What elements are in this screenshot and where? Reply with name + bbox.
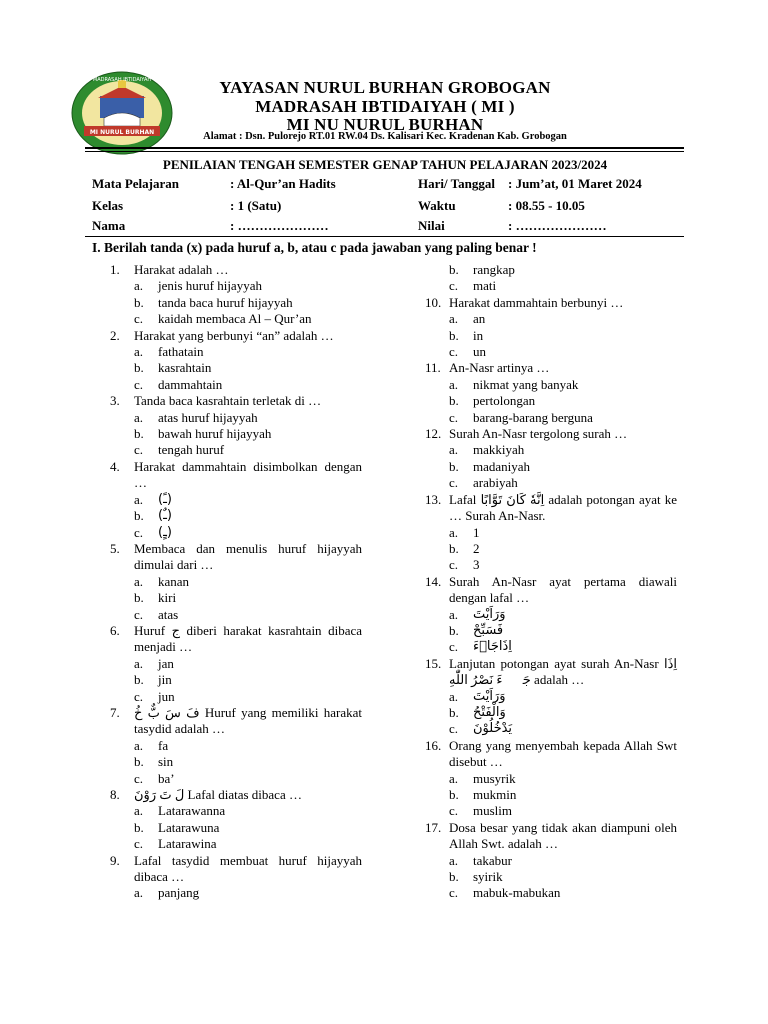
option-text: sin bbox=[158, 754, 174, 770]
question-text: Membaca dan menulis huruf hijayyah dimulai dari … bbox=[134, 540, 362, 573]
question-number: 2. bbox=[110, 327, 120, 343]
answer-option bbox=[425, 787, 677, 803]
option-text: Latarawuna bbox=[158, 819, 220, 835]
answer-option bbox=[110, 377, 362, 393]
answer-option bbox=[425, 328, 677, 344]
class-value: : 1 (Satu) bbox=[230, 198, 282, 213]
question-number: 10. bbox=[425, 294, 442, 310]
option-letter: a. bbox=[134, 409, 144, 425]
answer-option bbox=[110, 820, 362, 836]
instruction: I. Berilah tanda (x) pada huruf a, b, atau c pada jawaban yang paling benar ! bbox=[92, 240, 537, 255]
question-item bbox=[110, 393, 362, 409]
question-number: 5. bbox=[110, 540, 120, 556]
answer-option bbox=[110, 525, 362, 541]
option-letter: c. bbox=[134, 836, 144, 852]
question-number: 11. bbox=[425, 360, 441, 376]
answer-option bbox=[425, 557, 677, 573]
option-letter: b. bbox=[134, 754, 144, 770]
option-letter: c. bbox=[134, 524, 144, 540]
option-text: mati bbox=[473, 278, 497, 294]
answer-option bbox=[110, 508, 362, 524]
time-label: Waktu bbox=[418, 198, 456, 213]
answer-option bbox=[425, 377, 677, 393]
question-number: 12. bbox=[425, 426, 442, 442]
answer-option bbox=[425, 623, 677, 639]
option-letter: b. bbox=[134, 672, 144, 688]
answer-option bbox=[110, 442, 362, 458]
question-text: Orang yang menyembah kepada Allah Swt disebut … bbox=[449, 737, 677, 770]
option-text: mabuk-mabukan bbox=[473, 885, 561, 901]
question-number: 16. bbox=[425, 737, 442, 753]
question-item bbox=[425, 656, 677, 689]
option-text: (ـٌ) bbox=[158, 508, 172, 524]
question-item bbox=[425, 574, 677, 607]
question-number: 6. bbox=[110, 622, 120, 638]
option-text: فَسَبِّحْ bbox=[473, 622, 504, 638]
answer-option bbox=[425, 869, 677, 885]
answer-option bbox=[110, 754, 362, 770]
question-item bbox=[110, 853, 362, 886]
option-letter: a. bbox=[134, 344, 144, 360]
answer-option bbox=[425, 885, 677, 901]
option-letter: a. bbox=[449, 606, 459, 622]
option-letter: a. bbox=[134, 803, 144, 819]
questions-right-column bbox=[425, 262, 677, 902]
option-text: atas bbox=[158, 606, 179, 622]
header-school-name: MI NU NURUL BURHAN bbox=[286, 115, 484, 134]
option-text: an bbox=[473, 311, 486, 327]
logo-band-text: MI NURUL BURHAN bbox=[89, 129, 155, 136]
question-text: Harakat dammahtain disimbolkan dengan … bbox=[134, 458, 362, 491]
option-text: tanda baca huruf hijayyah bbox=[158, 294, 293, 310]
option-letter: a. bbox=[449, 376, 459, 392]
answer-option bbox=[110, 836, 362, 852]
option-letter: c. bbox=[449, 344, 459, 360]
option-text: musyrik bbox=[473, 770, 516, 786]
question-item bbox=[110, 262, 362, 278]
option-letter: c. bbox=[449, 475, 459, 491]
option-text: arabiyah bbox=[473, 475, 518, 491]
option-letter: c. bbox=[134, 311, 144, 327]
option-letter: c. bbox=[449, 803, 459, 819]
answer-option bbox=[425, 639, 677, 655]
option-letter: b. bbox=[449, 622, 459, 638]
time-value: : 08.55 - 10.05 bbox=[508, 198, 585, 213]
option-letter: a. bbox=[134, 885, 144, 901]
answer-option bbox=[425, 278, 677, 294]
answer-option bbox=[425, 459, 677, 475]
option-text: 3 bbox=[473, 557, 480, 573]
question-number: 4. bbox=[110, 458, 120, 474]
answer-option bbox=[110, 607, 362, 623]
option-text: Latarawina bbox=[158, 836, 217, 852]
option-letter: b. bbox=[134, 819, 144, 835]
option-text: وَرَاَيْتَ bbox=[473, 688, 506, 704]
answer-option bbox=[425, 311, 677, 327]
option-text: in bbox=[473, 327, 484, 343]
answer-option bbox=[110, 803, 362, 819]
question-text: Huruf ج diberi harakat kasrahtain dibaca menjadi … bbox=[134, 622, 363, 655]
question-item bbox=[425, 426, 677, 442]
answer-option bbox=[110, 885, 362, 901]
option-text: atas huruf hijayyah bbox=[158, 409, 258, 425]
option-letter: b. bbox=[449, 787, 459, 802]
question-item bbox=[110, 541, 362, 574]
question-text: فَ سَ بٌّ خُ Huruf yang memiliki harakat tasydid adalah … bbox=[134, 704, 362, 737]
question-text: Harakat adalah … bbox=[134, 262, 229, 277]
option-text: fathatain bbox=[158, 344, 204, 360]
option-letter: a. bbox=[449, 688, 459, 704]
option-letter: c. bbox=[134, 376, 144, 392]
option-letter: c. bbox=[449, 639, 459, 655]
name-value: : ………………… bbox=[230, 218, 329, 233]
option-letter: c. bbox=[449, 278, 459, 294]
option-letter: a. bbox=[134, 573, 144, 589]
option-text: وَرَاَيْتَ bbox=[473, 606, 506, 622]
option-text: (ـٍ) bbox=[158, 524, 172, 540]
header-foundation: YAYASAN NURUL BURHAN GROBOGAN bbox=[219, 78, 551, 97]
option-letter: a. bbox=[449, 311, 459, 327]
option-text: nikmat yang banyak bbox=[473, 376, 579, 392]
answer-option bbox=[425, 475, 677, 491]
option-text: panjang bbox=[158, 885, 200, 901]
option-text: kaidah membaca Al – Qur’an bbox=[158, 311, 312, 327]
day-date-value: : Jum’at, 01 Maret 2024 bbox=[508, 176, 642, 191]
answer-option bbox=[110, 311, 362, 327]
answer-option bbox=[425, 541, 677, 557]
option-letter: b. bbox=[134, 590, 144, 606]
option-text: 2 bbox=[473, 540, 480, 556]
option-letter: b. bbox=[449, 869, 459, 885]
answer-option bbox=[110, 656, 362, 672]
question-text: Lafal اِنَّهٗ كَانَ تَوَّابًا adalah potongan ayat ke … Surah An-Nasr. bbox=[449, 491, 678, 524]
option-letter: c. bbox=[449, 409, 459, 425]
option-letter: a. bbox=[449, 442, 459, 458]
question-item bbox=[110, 623, 362, 656]
option-letter: b. bbox=[134, 360, 144, 376]
option-text: pertolongan bbox=[473, 393, 536, 409]
answer-option bbox=[425, 721, 677, 737]
option-text: يَدْخُلُوْنَ bbox=[473, 721, 513, 737]
option-letter: b. bbox=[134, 294, 144, 310]
option-text: barang-barang berguna bbox=[473, 409, 593, 425]
option-letter: c. bbox=[134, 606, 144, 622]
option-text: 1 bbox=[473, 524, 480, 540]
option-text: bawah huruf hijayyah bbox=[158, 426, 272, 442]
answer-option bbox=[425, 771, 677, 787]
option-letter: b. bbox=[449, 704, 459, 720]
exam-title: PENILAIAN TENGAH SEMESTER GENAP TAHUN PELAJARAN 2023/2024 bbox=[162, 157, 608, 172]
question-text: لَ تَ رَوْنَ Lafal diatas dibaca … bbox=[134, 787, 302, 802]
option-text: takabur bbox=[473, 852, 512, 868]
option-letter: b. bbox=[449, 262, 459, 277]
option-text: dammahtain bbox=[158, 376, 223, 392]
answer-option bbox=[425, 410, 677, 426]
option-letter: a. bbox=[449, 770, 459, 786]
header-divider bbox=[85, 147, 684, 149]
question-text: Harakat dammahtain berbunyi … bbox=[449, 294, 624, 310]
answer-option bbox=[425, 442, 677, 458]
option-letter: b. bbox=[449, 458, 459, 474]
option-text: ba’ bbox=[158, 770, 175, 786]
question-item bbox=[110, 787, 362, 803]
question-number: 7. bbox=[110, 704, 120, 720]
answer-option bbox=[425, 689, 677, 705]
logo-ring-text: MADRASAH IBTIDAIYAH bbox=[92, 77, 152, 83]
question-text: An-Nasr artinya … bbox=[449, 360, 550, 376]
question-text: Dosa besar yang tidak akan diampuni oleh Allah Swt. adalah … bbox=[449, 819, 677, 852]
option-letter: c. bbox=[134, 442, 144, 458]
option-letter: a. bbox=[449, 524, 459, 540]
option-text: muslim bbox=[473, 803, 513, 819]
option-text: kanan bbox=[158, 573, 190, 589]
question-text: Surah An-Nasr ayat pertama diawali dengan lafal … bbox=[449, 573, 677, 606]
answer-option bbox=[110, 360, 362, 376]
option-text: madaniyah bbox=[473, 458, 531, 474]
question-text: Tanda baca kasrahtain terletak di … bbox=[134, 393, 322, 409]
option-letter: b. bbox=[449, 393, 459, 409]
info-divider bbox=[85, 236, 684, 237]
question-item bbox=[110, 328, 362, 344]
question-number: 9. bbox=[110, 852, 120, 868]
day-date-label: Hari/ Tanggal bbox=[418, 176, 495, 191]
option-letter: c. bbox=[449, 557, 459, 573]
option-text: kiri bbox=[158, 590, 177, 606]
answer-option bbox=[110, 738, 362, 754]
question-number: 1. bbox=[110, 262, 120, 277]
answer-option bbox=[110, 689, 362, 705]
option-text: اِذَاجَاۤءَ bbox=[473, 639, 512, 655]
option-text: rangkap bbox=[473, 262, 515, 277]
question-item bbox=[110, 705, 362, 738]
answer-option bbox=[110, 574, 362, 590]
option-letter: c. bbox=[134, 770, 144, 786]
question-number: 15. bbox=[425, 655, 442, 671]
option-letter: a. bbox=[134, 278, 144, 294]
question-text: Lanjutan potongan ayat surah An-Nasr اِذَا جَاۤءَ نَصْرُ اللّٰهِ adalah … bbox=[449, 655, 677, 688]
school-logo bbox=[70, 70, 174, 156]
option-text: mukmin bbox=[473, 787, 517, 802]
option-letter: a. bbox=[134, 655, 144, 671]
question-item bbox=[425, 360, 677, 376]
subject-value: : Al-Qur’an Hadits bbox=[230, 176, 336, 191]
answer-option bbox=[425, 607, 677, 623]
answer-option bbox=[425, 344, 677, 360]
question-text: Surah An-Nasr tergolong surah … bbox=[449, 426, 628, 442]
question-item bbox=[425, 738, 677, 771]
option-letter: c. bbox=[449, 885, 459, 901]
question-number: 14. bbox=[425, 573, 442, 589]
question-text: Harakat yang berbunyi “an” adalah … bbox=[134, 327, 334, 343]
option-letter: c. bbox=[134, 688, 144, 704]
score-label: Nilai bbox=[418, 218, 445, 233]
answer-option bbox=[110, 278, 362, 294]
option-text: jin bbox=[158, 672, 172, 688]
option-text: un bbox=[473, 344, 486, 360]
answer-option bbox=[110, 426, 362, 442]
option-text: وَالْفَتْحُ bbox=[473, 704, 506, 720]
question-item bbox=[110, 459, 362, 492]
option-text: tengah huruf bbox=[158, 442, 225, 458]
option-letter: b. bbox=[134, 508, 144, 524]
question-item bbox=[425, 492, 677, 525]
option-text: Latarawanna bbox=[158, 803, 226, 819]
name-label: Nama bbox=[92, 218, 126, 233]
answer-option bbox=[110, 672, 362, 688]
option-text: fa bbox=[158, 737, 169, 753]
answer-option bbox=[110, 295, 362, 311]
option-letter: b. bbox=[449, 540, 459, 556]
question-number: 17. bbox=[425, 819, 442, 835]
option-text: kasrahtain bbox=[158, 360, 212, 376]
answer-option bbox=[110, 410, 362, 426]
question-item bbox=[425, 295, 677, 311]
subject-label: Mata Pelajaran bbox=[92, 176, 180, 191]
option-letter: b. bbox=[134, 426, 144, 442]
questions-left-column bbox=[110, 262, 362, 902]
option-text: jun bbox=[158, 688, 175, 704]
answer-option bbox=[110, 590, 362, 606]
option-text: syirik bbox=[473, 869, 503, 885]
question-number: 13. bbox=[425, 491, 442, 507]
header-divider-thin bbox=[85, 151, 684, 152]
answer-option bbox=[425, 705, 677, 721]
header-madrasah: MADRASAH IBTIDAIYAH ( MI ) bbox=[255, 97, 515, 116]
option-text: makkiyah bbox=[473, 442, 525, 458]
answer-option bbox=[425, 262, 677, 278]
question-number: 8. bbox=[110, 787, 120, 802]
answer-option bbox=[425, 393, 677, 409]
question-text: Lafal tasydid membuat huruf hijayyah dibaca … bbox=[134, 852, 362, 885]
header-address: Alamat : Dsn. Pulorejo RT.01 RW.04 Ds. Kalisari Kec. Kradenan Kab. Grobogan bbox=[203, 131, 567, 142]
class-label: Kelas bbox=[92, 198, 124, 213]
question-number: 3. bbox=[110, 393, 120, 409]
answer-option bbox=[425, 803, 677, 819]
option-letter: a. bbox=[134, 491, 144, 507]
option-text: (ـً) bbox=[158, 491, 172, 507]
option-text: jan bbox=[158, 655, 174, 671]
option-letter: b. bbox=[449, 327, 459, 343]
score-value: : ………………… bbox=[508, 218, 607, 233]
answer-option bbox=[110, 771, 362, 787]
answer-option bbox=[110, 344, 362, 360]
option-letter: c. bbox=[449, 721, 459, 737]
option-letter: a. bbox=[449, 852, 459, 868]
answer-option bbox=[110, 492, 362, 508]
question-item bbox=[425, 820, 677, 853]
answer-option bbox=[425, 853, 677, 869]
answer-option bbox=[425, 525, 677, 541]
option-letter: a. bbox=[134, 737, 144, 753]
option-text: jenis huruf hijayyah bbox=[158, 278, 262, 294]
